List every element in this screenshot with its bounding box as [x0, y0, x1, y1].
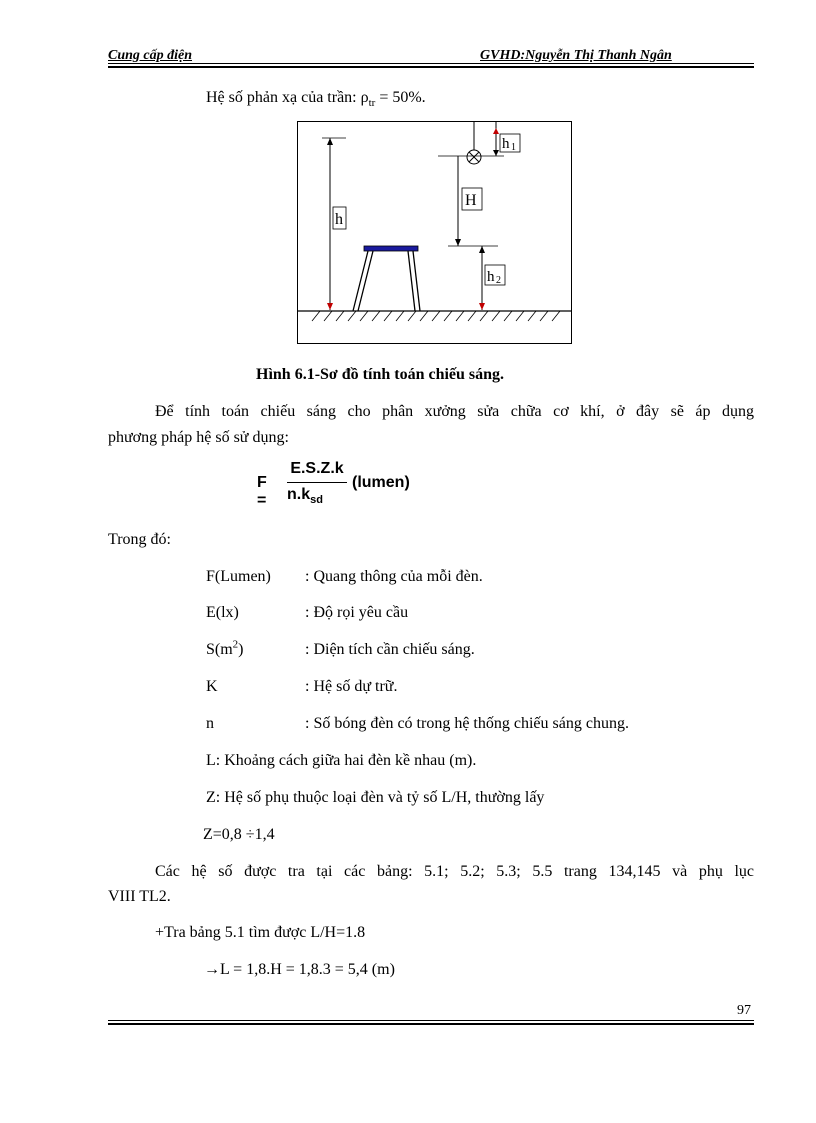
def-key-s: $S(m^2)$: [206, 638, 244, 658]
def-value-n: : Số bóng đèn có trong hệ thống chiếu sáng chung.: [305, 715, 629, 732]
reflectance-prefix: Hệ số phản xạ của trần:: [206, 89, 361, 106]
h-label: h: [335, 211, 343, 228]
lighting-diagram: [297, 121, 572, 344]
work-table: [353, 246, 420, 311]
def-key-s-sup: 2: [232, 638, 239, 651]
header-title: Cung cấp điện: [108, 48, 193, 63]
lookup-line: +Tra bảng 5.1 tìm được L/H=1.8: [155, 924, 366, 941]
where-label: Trong đó:: [108, 531, 171, 548]
def-key-e: E(lx): [206, 604, 239, 621]
formula-lhs: F =: [257, 474, 267, 509]
def-key-k: K: [206, 678, 218, 695]
result-text: L = 1,8.H = 1,8.3 = 5,4 (m): [220, 961, 395, 978]
H-label: H: [465, 192, 477, 209]
formula-denominator: $n.k_{sd}$: [287, 486, 323, 507]
line-Z-range: Z=0,8 ÷1,4: [203, 826, 275, 843]
line-Z-definition: Z: Hệ số phụ thuộc loại đèn và tỷ số L/H, thường lấy: [206, 789, 545, 806]
h2-subscript: 2: [496, 275, 501, 286]
footer-rule-thin: [108, 1020, 754, 1021]
def-key-n: n: [206, 715, 214, 732]
figure-caption: Hình 6.1-Sơ đồ tính toán chiếu sáng.: [256, 366, 505, 383]
def-key-f: F(Lumen): [206, 568, 271, 585]
tables-line-2: VIII TL2.: [108, 888, 171, 905]
paragraph-line-2: phương pháp hệ số sử dụng:: [108, 429, 289, 446]
result-line: [204, 960, 395, 980]
ceiling-reflectance-line: [206, 88, 426, 108]
footer-rule-thick: [108, 1023, 754, 1025]
def-value-k: : Hệ số dự trữ.: [305, 678, 398, 695]
paragraph-line-1: Để tính toán chiếu sáng cho phân xưởng sửa chữa cơ khí, ở đây sẽ áp dụng: [155, 403, 754, 420]
h1-subscript: 1: [511, 142, 516, 153]
rho-subscript: tr: [368, 97, 376, 110]
lighting-diagram-svg: [298, 122, 571, 343]
h2-dimension: [479, 246, 485, 310]
h2-label: h: [487, 269, 495, 285]
tables-line-1: Các hệ số được tra tại các bảng: 5.1; 5.2; 5.3; 5.5 trang 134,145 và phụ lục: [155, 863, 754, 880]
line-L-definition: L: Khoảng cách giữa hai đèn kề nhau (m).: [206, 752, 477, 769]
def-value-e: : Độ rọi yêu cầu: [305, 604, 409, 621]
header-supervisor: GVHD:Nguyễn Thị Thanh Ngân: [480, 48, 672, 63]
page-number: 97: [737, 1003, 751, 1018]
formula-denominator-sub: sd: [310, 494, 323, 507]
formula-fraction-bar: [287, 482, 347, 483]
header-rule-thin: [108, 63, 754, 64]
arrow-icon: →: [204, 961, 220, 978]
floor-hatching: [312, 311, 560, 321]
reflectance-suffix: = 50%.: [375, 89, 426, 106]
rho-symbol: ρ: [360, 89, 369, 106]
def-value-s: : Diện tích cần chiếu sáng.: [305, 641, 475, 658]
h1-label: h: [502, 136, 510, 152]
formula-numerator: E.S.Z.k: [290, 460, 344, 477]
def-value-f: : Quang thông của mỗi đèn.: [305, 568, 483, 585]
formula-unit: (lumen): [352, 474, 410, 491]
header-rule-thick: [108, 66, 754, 68]
